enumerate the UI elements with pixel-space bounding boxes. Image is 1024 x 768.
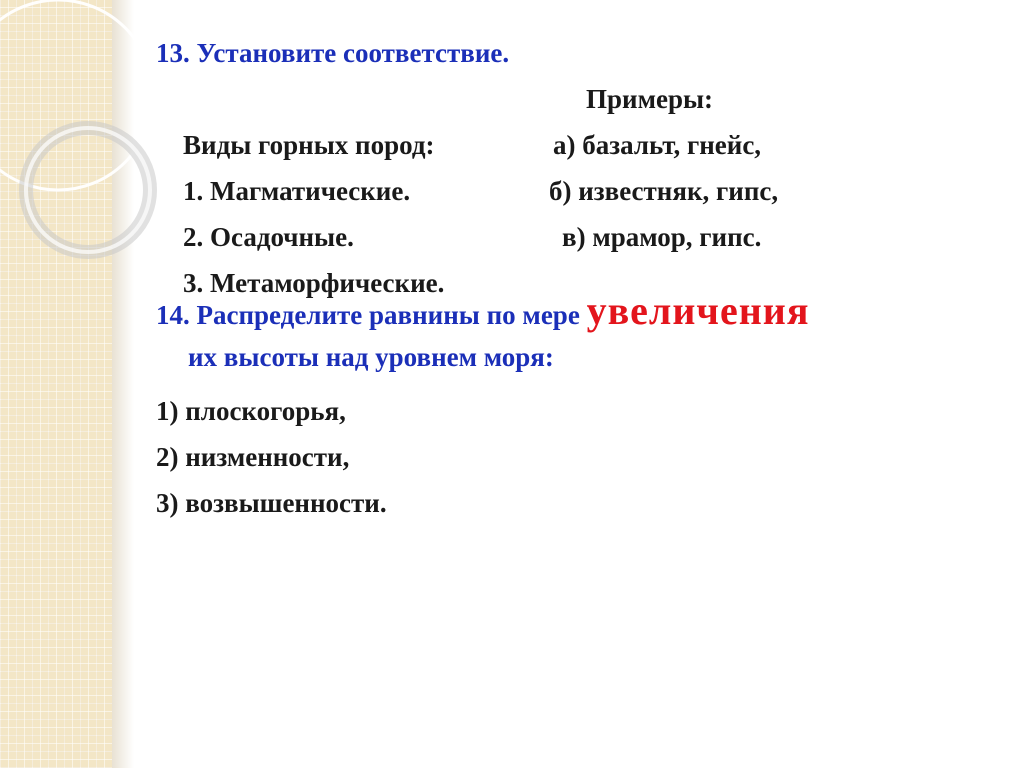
q13-right-header: Примеры: [586,84,714,114]
q13-row-left: 3. Метаморфические. [183,268,445,298]
slide-content [156,30,996,526]
q14-item: 2) низменности, [156,442,350,472]
q14-title [156,288,996,340]
q13-title: 13. Установите соответствие. [156,38,510,68]
q13-left-header: Виды горных пород: [183,130,435,160]
q13-row-right: а) базальт, гнейс, [553,130,762,160]
q13-row-left: 2. Осадочные. [183,222,354,252]
q13-row-left: 1. Магматические. [183,176,411,206]
q13-row [156,214,996,298]
q13-row-right: б) известняк, гипс, [549,176,779,206]
q14-item: 1) плоскогорья, [156,396,346,426]
q14-number: 14. [156,300,190,330]
q14-highlight: увеличения [586,288,810,333]
q14-text: Распределите равнины по мере [189,300,587,330]
q14-continuation: их высоты над уровнем моря: [188,342,554,372]
q14-item: 3) возвышенности. [156,488,387,518]
q13-row-right: в) мрамор, гипс. [562,222,762,252]
